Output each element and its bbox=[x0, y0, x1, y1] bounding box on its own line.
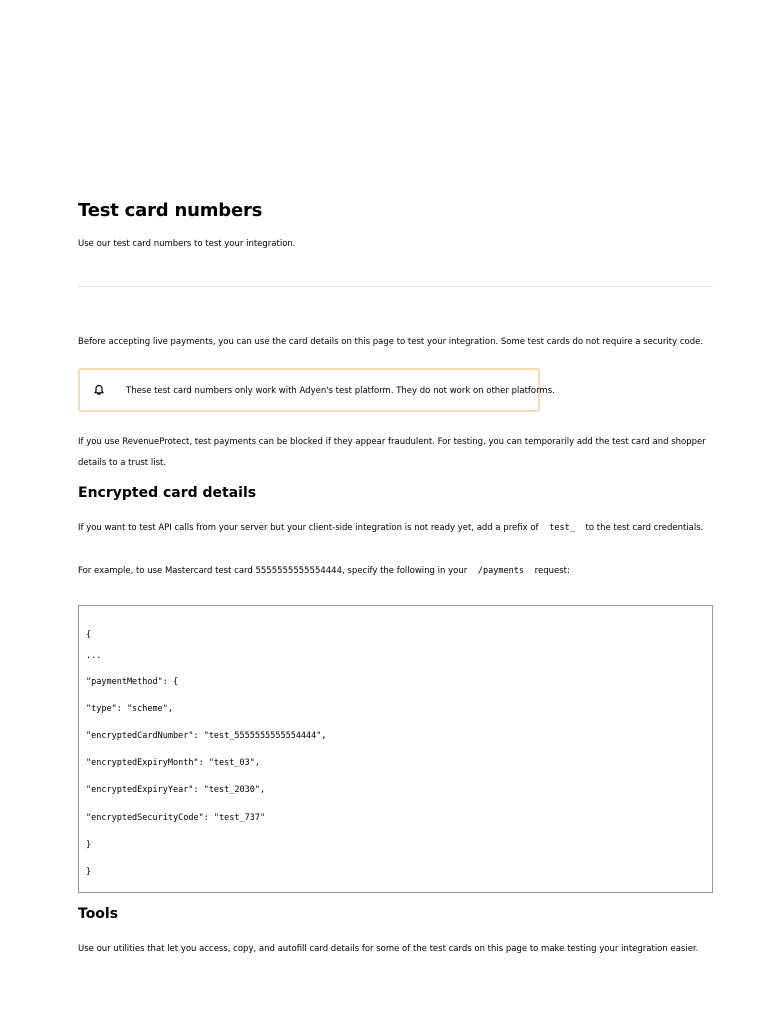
code-line: "encryptedSecurityCode": "test_737" bbox=[86, 813, 266, 823]
prefix-paragraph bbox=[78, 518, 703, 538]
code-line: "encryptedExpiryMonth": "test_03", bbox=[86, 758, 260, 768]
bell-icon bbox=[93, 384, 105, 396]
notice-box bbox=[78, 368, 555, 412]
encrypted-heading: Encrypted card details bbox=[78, 485, 257, 501]
code-line: "paymentMethod": { bbox=[86, 677, 179, 687]
notice-text: These test card numbers only work with Adyen's test platform. They do not work on other platforms. bbox=[126, 386, 555, 396]
intro-paragraph: Before accepting live payments, you can use the card details on this page to test your integration. Some test cards do not require a security code. bbox=[78, 337, 704, 347]
divider bbox=[78, 286, 713, 287]
code-line: } bbox=[86, 840, 92, 850]
example-paragraph bbox=[78, 561, 570, 581]
code-line: ... bbox=[86, 651, 102, 661]
code-block bbox=[78, 605, 713, 893]
prefix-text-after: to the test card credentials. bbox=[585, 523, 704, 533]
code-line: { bbox=[86, 630, 92, 640]
example-text-before: For example, to use Mastercard test card 5555555555554444, specify the following in your bbox=[78, 566, 468, 576]
prefix-text-before: If you want to test API calls from your server but your client-side integration is not ready yet, add a prefix of bbox=[78, 523, 539, 533]
tools-paragraph: Use our utilities that let you access, copy, and autofill card details for some of the test cards on this page to make testing your integration easier. bbox=[78, 944, 699, 954]
code-line: "encryptedExpiryYear": "test_2030", bbox=[86, 785, 266, 795]
page-subtitle: Use our test card numbers to test your integration. bbox=[78, 239, 296, 249]
payments-endpoint-code: /payments bbox=[477, 566, 524, 576]
example-text-after: request: bbox=[534, 566, 570, 576]
code-line: "encryptedCardNumber": "test_5555555555554444", bbox=[86, 731, 327, 741]
code-line: } bbox=[86, 867, 92, 877]
page-title: Test card numbers bbox=[78, 200, 263, 221]
tools-heading: Tools bbox=[78, 906, 119, 922]
code-line: "type": "scheme", bbox=[86, 704, 173, 714]
revenueprotect-paragraph: If you use RevenueProtect, test payments can be blocked if they appear fraudulent. For testing, you can temporarily add the test card and shopper details to a trust list. bbox=[78, 437, 706, 468]
prefix-code: test_ bbox=[549, 523, 575, 533]
